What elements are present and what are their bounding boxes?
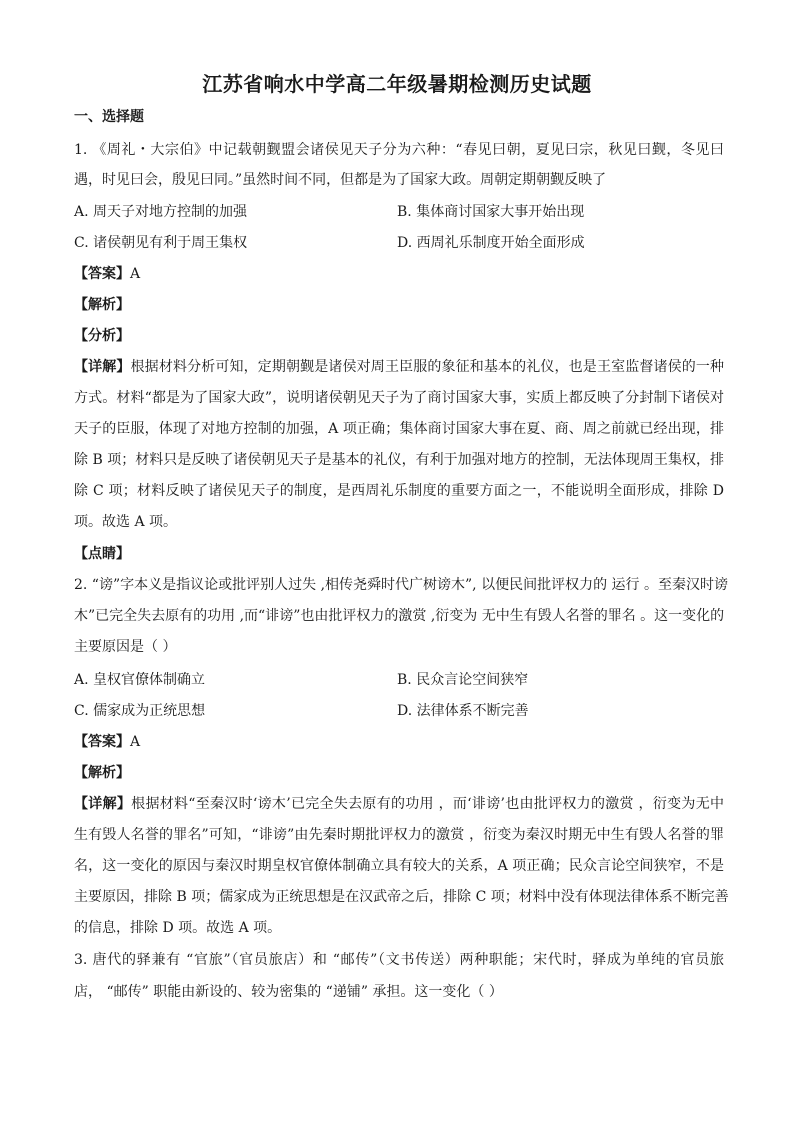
q2-option-a: A. 皇权官僚体制确立 [74,672,206,688]
section-heading: 一、选择题 [74,109,144,125]
q2-answer-tag: 【答案】 [74,734,130,750]
q2-detail-text-1: 根据材料“至秦汉时‘谤木’已完全失去原有的功用 ，而‘诽谤’也由批评权力的激赏 ，衍变为无中 [131,796,724,812]
q2-answer-value: A [130,734,141,750]
q2-detail-line-5: 的信息，排除 D 项。故选 A 项。 [74,920,282,936]
q1-option-b: B. 集体商讨国家大事开始出现 [397,204,585,220]
q1-option-d: D. 西周礼乐制度开始全面形成 [397,235,585,251]
q2-detail-line-4: 主要原因，排除 B 项；儒家成为正统思想是在汉武帝之后，排除 C 项；材料中没有体现法律体系不断完善 [74,889,729,905]
q2-detail-line-3: 名，这一变化的原因与秦汉时期皇权官僚体制确立具有较大的关系，A 项正确；民众言论空间狭窄，不是 [74,858,724,874]
q1-stem-line-2: 遇，时见曰会，殷见曰同。”虽然时间不同，但都是为了国家大政。周朝定期朝觐反映了 [74,172,607,188]
q2-jiexi-tag: 【解析】 [74,765,130,781]
q1-detail-text-1: 根据材料分析可知，定期朝觐是诸侯对周王臣服的象征和基本的礼仪，也是王室监督诸侯的一种 [130,359,725,375]
q1-answer-value: A [130,266,141,282]
q1-option-a: A. 周天子对地方控制的加强 [74,204,248,220]
q2-stem-line-2: 木”已完全失去原有的功用 ,而“诽谤”也由批评权力的激赏 ,衍变为 无中生有毁人名誉的罪名 。这一变化的 [74,608,725,624]
q2-answer [74,732,724,752]
q1-detail-line-2: 方式。材料“都是为了国家大政”，说明诸侯朝见天子为了商讨国家大事，实质上都反映了分封制下诸侯对 [74,390,724,406]
q1-option-c: C. 诸侯朝见有利于周王集权 [74,235,248,251]
q2-option-b: B. 民众言论空间狭窄 [397,672,529,688]
q3-stem-line-2: 店， “邮传” 职能由新设的、较为密集的 “递铺” 承担。这一变化（ ） [74,984,503,1000]
q1-jiexi-tag: 【解析】 [74,297,130,313]
q3-stem-line-1: 3. 唐代的驿兼有 “官旅”（官员旅店）和 “邮传”（文书传送）两种职能；宋代时，驿成为单纯的官员旅 [74,952,724,968]
q1-detail-line-6: 项。故选 A 项。 [74,514,178,530]
q2-detail-line-1 [74,794,724,814]
q2-stem-line-3: 主要原因是（ ） [74,639,177,655]
q2-detail-line-2: 生有毁人名誉的罪名”可知，“诽谤”由先秦时期批评权力的激赏 ，衍变为秦汉时期无中生有毁人名誉的罪 [74,827,724,843]
q2-stem-line-1: 2. “谤”字本义是指议论或批评别人过失 ,相传尧舜时代广树谤木”, 以便民间批评权力的 运行 。至秦汉时谤 [74,577,728,593]
q1-detail-line-1 [74,357,724,377]
q1-stem-line-1: 1. 《周礼・大宗伯》中记载朝觐盟会诸侯见天子分为六种：“春见曰朝，夏见曰宗，秋见曰觐，冬见曰 [74,142,724,158]
q1-fenxi-tag: 【分析】 [74,328,130,344]
q1-detail-line-4: 除 B 项；材料只是反映了诸侯朝见天子是基本的礼仪，有利于加强对地方的控制，无法体现周王集权，排 [74,452,724,468]
page-title: 江苏省响水中学高二年级暑期检测历史试题 [202,72,592,96]
q1-detail-line-3: 天子的臣服，体现了对地方控制的加强，A 项正确；集体商讨国家大事在夏、商、周之前就已经出现，排 [74,421,724,437]
q2-option-c: C. 儒家成为正统思想 [74,703,206,719]
q2-detail-tag: 【详解】 [74,796,132,812]
q1-answer [74,264,724,284]
q1-answer-tag: 【答案】 [74,266,130,282]
q1-detail-line-5: 除 C 项；材料反映了诸侯见天子的制度，是西周礼乐制度的重要方面之一，不能说明全面形成，排除 D [74,483,724,499]
q1-detail-tag: 【详解】 [74,359,131,375]
q2-option-d: D. 法律体系不断完善 [397,703,529,719]
q1-dianjing-tag: 【点睛】 [74,546,130,562]
